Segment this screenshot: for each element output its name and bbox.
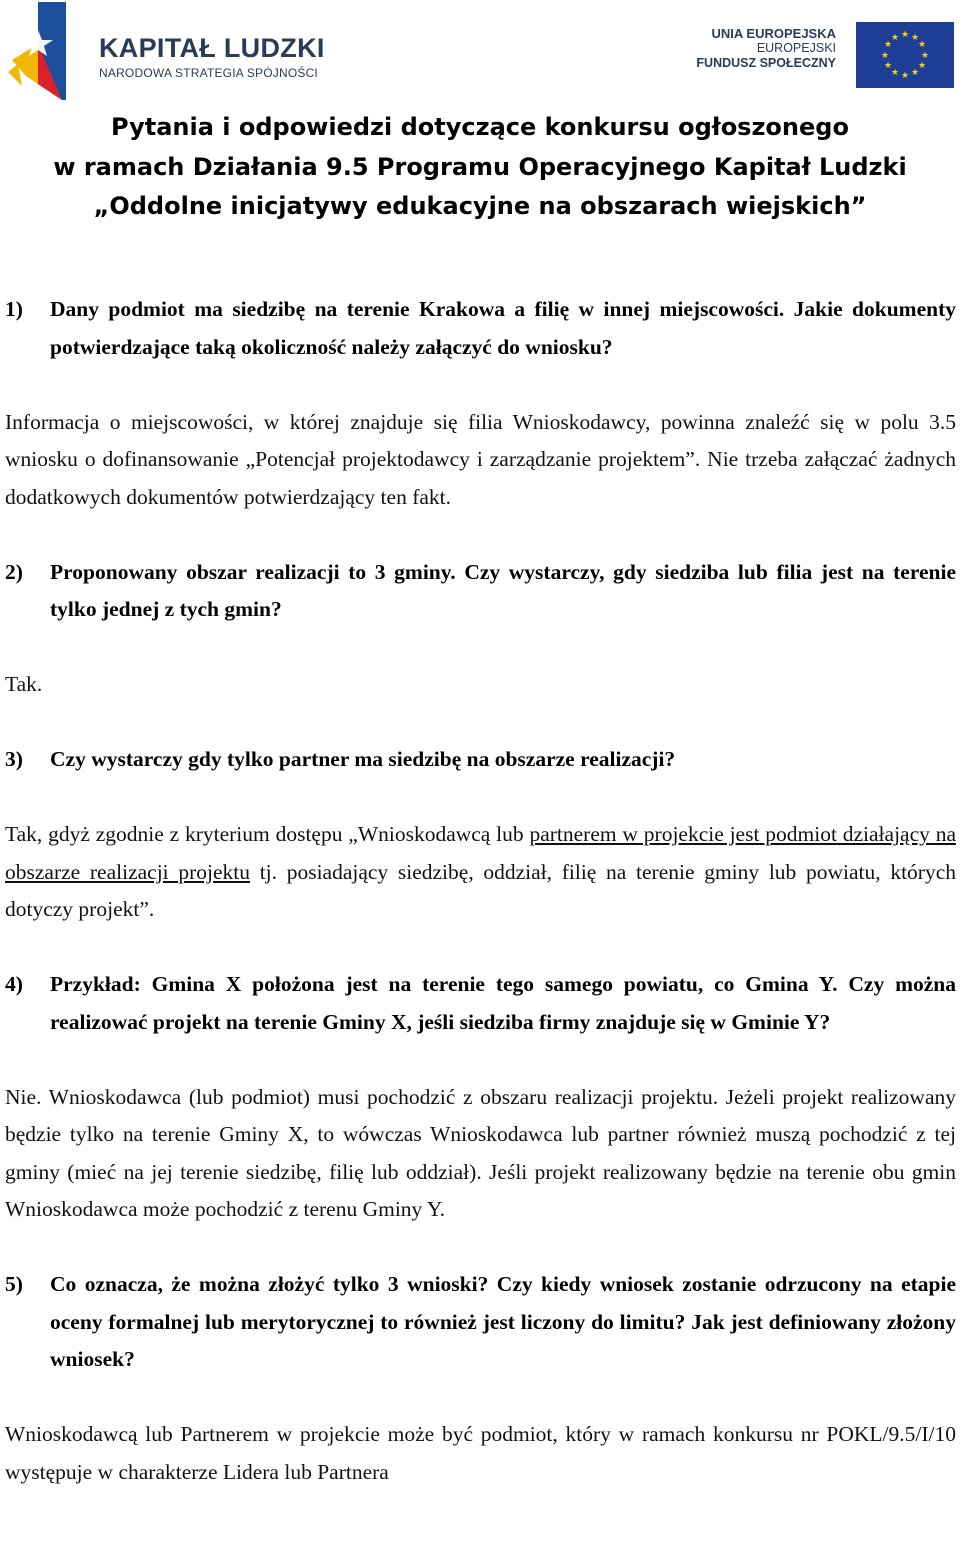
question-1 (5, 291, 956, 366)
title-line-3: „Oddolne inicjatywy edukacyjne na obszarach wiejskich” (93, 192, 867, 220)
svg-text:★: ★ (890, 33, 900, 43)
question-3 (5, 741, 956, 779)
answer-5: Wnioskodawcą lub Partnerem w projekcie może być podmiot, który w ramach konkursu nr POKL/9.5/I/10 występuje w charakterze Lidera lub Partnera (5, 1422, 956, 1484)
svg-text:★: ★ (900, 30, 910, 40)
question-text: Co oznacza, że można złożyć tylko 3 wnioski? Czy kiedy wniosek zostanie odrzucony na etapie oceny formalnej lub merytorycznej to również jest liczony do limitu? Jak jest definiowany złożony wniosek? (50, 1272, 956, 1371)
question-number: 2) (5, 559, 23, 584)
question-number: 4) (5, 972, 23, 996)
svg-text:★: ★ (917, 40, 927, 50)
eu-efs-logo (696, 22, 954, 88)
svg-text:★: ★ (883, 40, 893, 50)
answer-text: Tak, gdyż zgodnie z kryterium dostępu „Wnioskodawcą lub (5, 822, 530, 846)
kapital-ludzki-name: KAPITAŁ LUDZKI (99, 33, 325, 63)
question-text: Dany podmiot ma siedzibę na terenie Krakowa a filię w innej miejscowości. Jakie dokumenty potwierdzające taką okoliczność należy załączyć do wniosku? (50, 297, 956, 359)
answer-text: tj. posiadający siedzibę, oddział, filię na terenie gminy lub powiatu, których dotyczy projekt”. (5, 859, 956, 921)
document-title (0, 108, 960, 227)
answer-1: Informacja o miejscowości, w której znajduje się filia Wnioskodawcy, powinna znaleźć się w polu 3.5 wniosku o dofinansowanie „Potencjał projektodawcy i zarządzanie projektem”. Nie trzeba załączać żadnych dodatkowych dokumentów potwierdzający ten fakt. (5, 409, 956, 509)
svg-text:★: ★ (910, 33, 920, 43)
svg-text:★: ★ (917, 61, 927, 71)
svg-text:★: ★ (890, 68, 900, 78)
answer-3 (5, 816, 956, 929)
eu-line-2: EUROPEJSKI (756, 41, 836, 55)
question-text: Proponowany obszar realizacji to 3 gminy. Czy wystarczy, gdy siedziba lub filia jest na terenie tylko jednej z tych gmin? (50, 559, 956, 621)
answer-underlined-text: partnerem w projekcie jest podmiot działający na obszarze realizacji projektu (5, 822, 956, 884)
svg-text:★: ★ (900, 71, 910, 81)
title-line-2: w ramach Działania 9.5 Programu Operacyjnego Kapitał Ludzki (53, 152, 907, 181)
eu-line-3: FUNDUSZ SPOŁECZNY (696, 56, 836, 70)
eu-flag-icon (856, 22, 954, 88)
kapital-ludzki-logo (4, 0, 334, 105)
title-line-1: Pytania i odpowiedzi dotyczące konkursu ogłoszonego (111, 113, 849, 141)
question-text: Przykład: Gmina X położona jest na terenie tego samego powiatu, co Gmina Y. Czy można realizować projekt na terenie Gminy X, jeśli siedziba firmy znajduje się w Gminie Y? (50, 972, 956, 1034)
question-number: 5) (5, 1272, 23, 1296)
page-header (0, 0, 960, 105)
svg-text:★: ★ (883, 61, 893, 71)
eu-text-block (696, 26, 836, 71)
question-text: Czy wystarczy gdy tylko partner ma siedzibę na obszarze realizacji? (50, 747, 676, 771)
question-number: 1) (5, 297, 23, 321)
kapital-ludzki-emblem-icon (4, 0, 94, 105)
svg-text:★: ★ (880, 51, 890, 61)
question-2 (5, 554, 956, 629)
question-number: 3) (5, 747, 23, 771)
kapital-ludzki-subtitle: NARODOWA STRATEGIA SPÓJNOŚCI (99, 66, 318, 80)
svg-text:★: ★ (910, 68, 920, 78)
question-5 (5, 1266, 956, 1379)
svg-text:★: ★ (920, 51, 930, 61)
answer-2: Tak. (5, 672, 43, 696)
qa-content (5, 291, 956, 1491)
question-4 (5, 966, 956, 1041)
answer-4: Nie. Wnioskodawca (lub podmiot) musi pochodzić z obszaru realizacji projektu. Jeżeli projekt realizowany będzie tylko na terenie Gminy X, to wówczas Wnioskodawca lub partner również muszą pochodzić z tej gminy (mieć na jej terenie siedzibę, filię lub oddział). Jeśli projekt realizowany będzie na terenie obu gmin Wnioskodawca może pochodzić z terenu Gminy Y. (5, 1084, 956, 1221)
eu-line-1: UNIA EUROPEJSKA (711, 26, 836, 41)
